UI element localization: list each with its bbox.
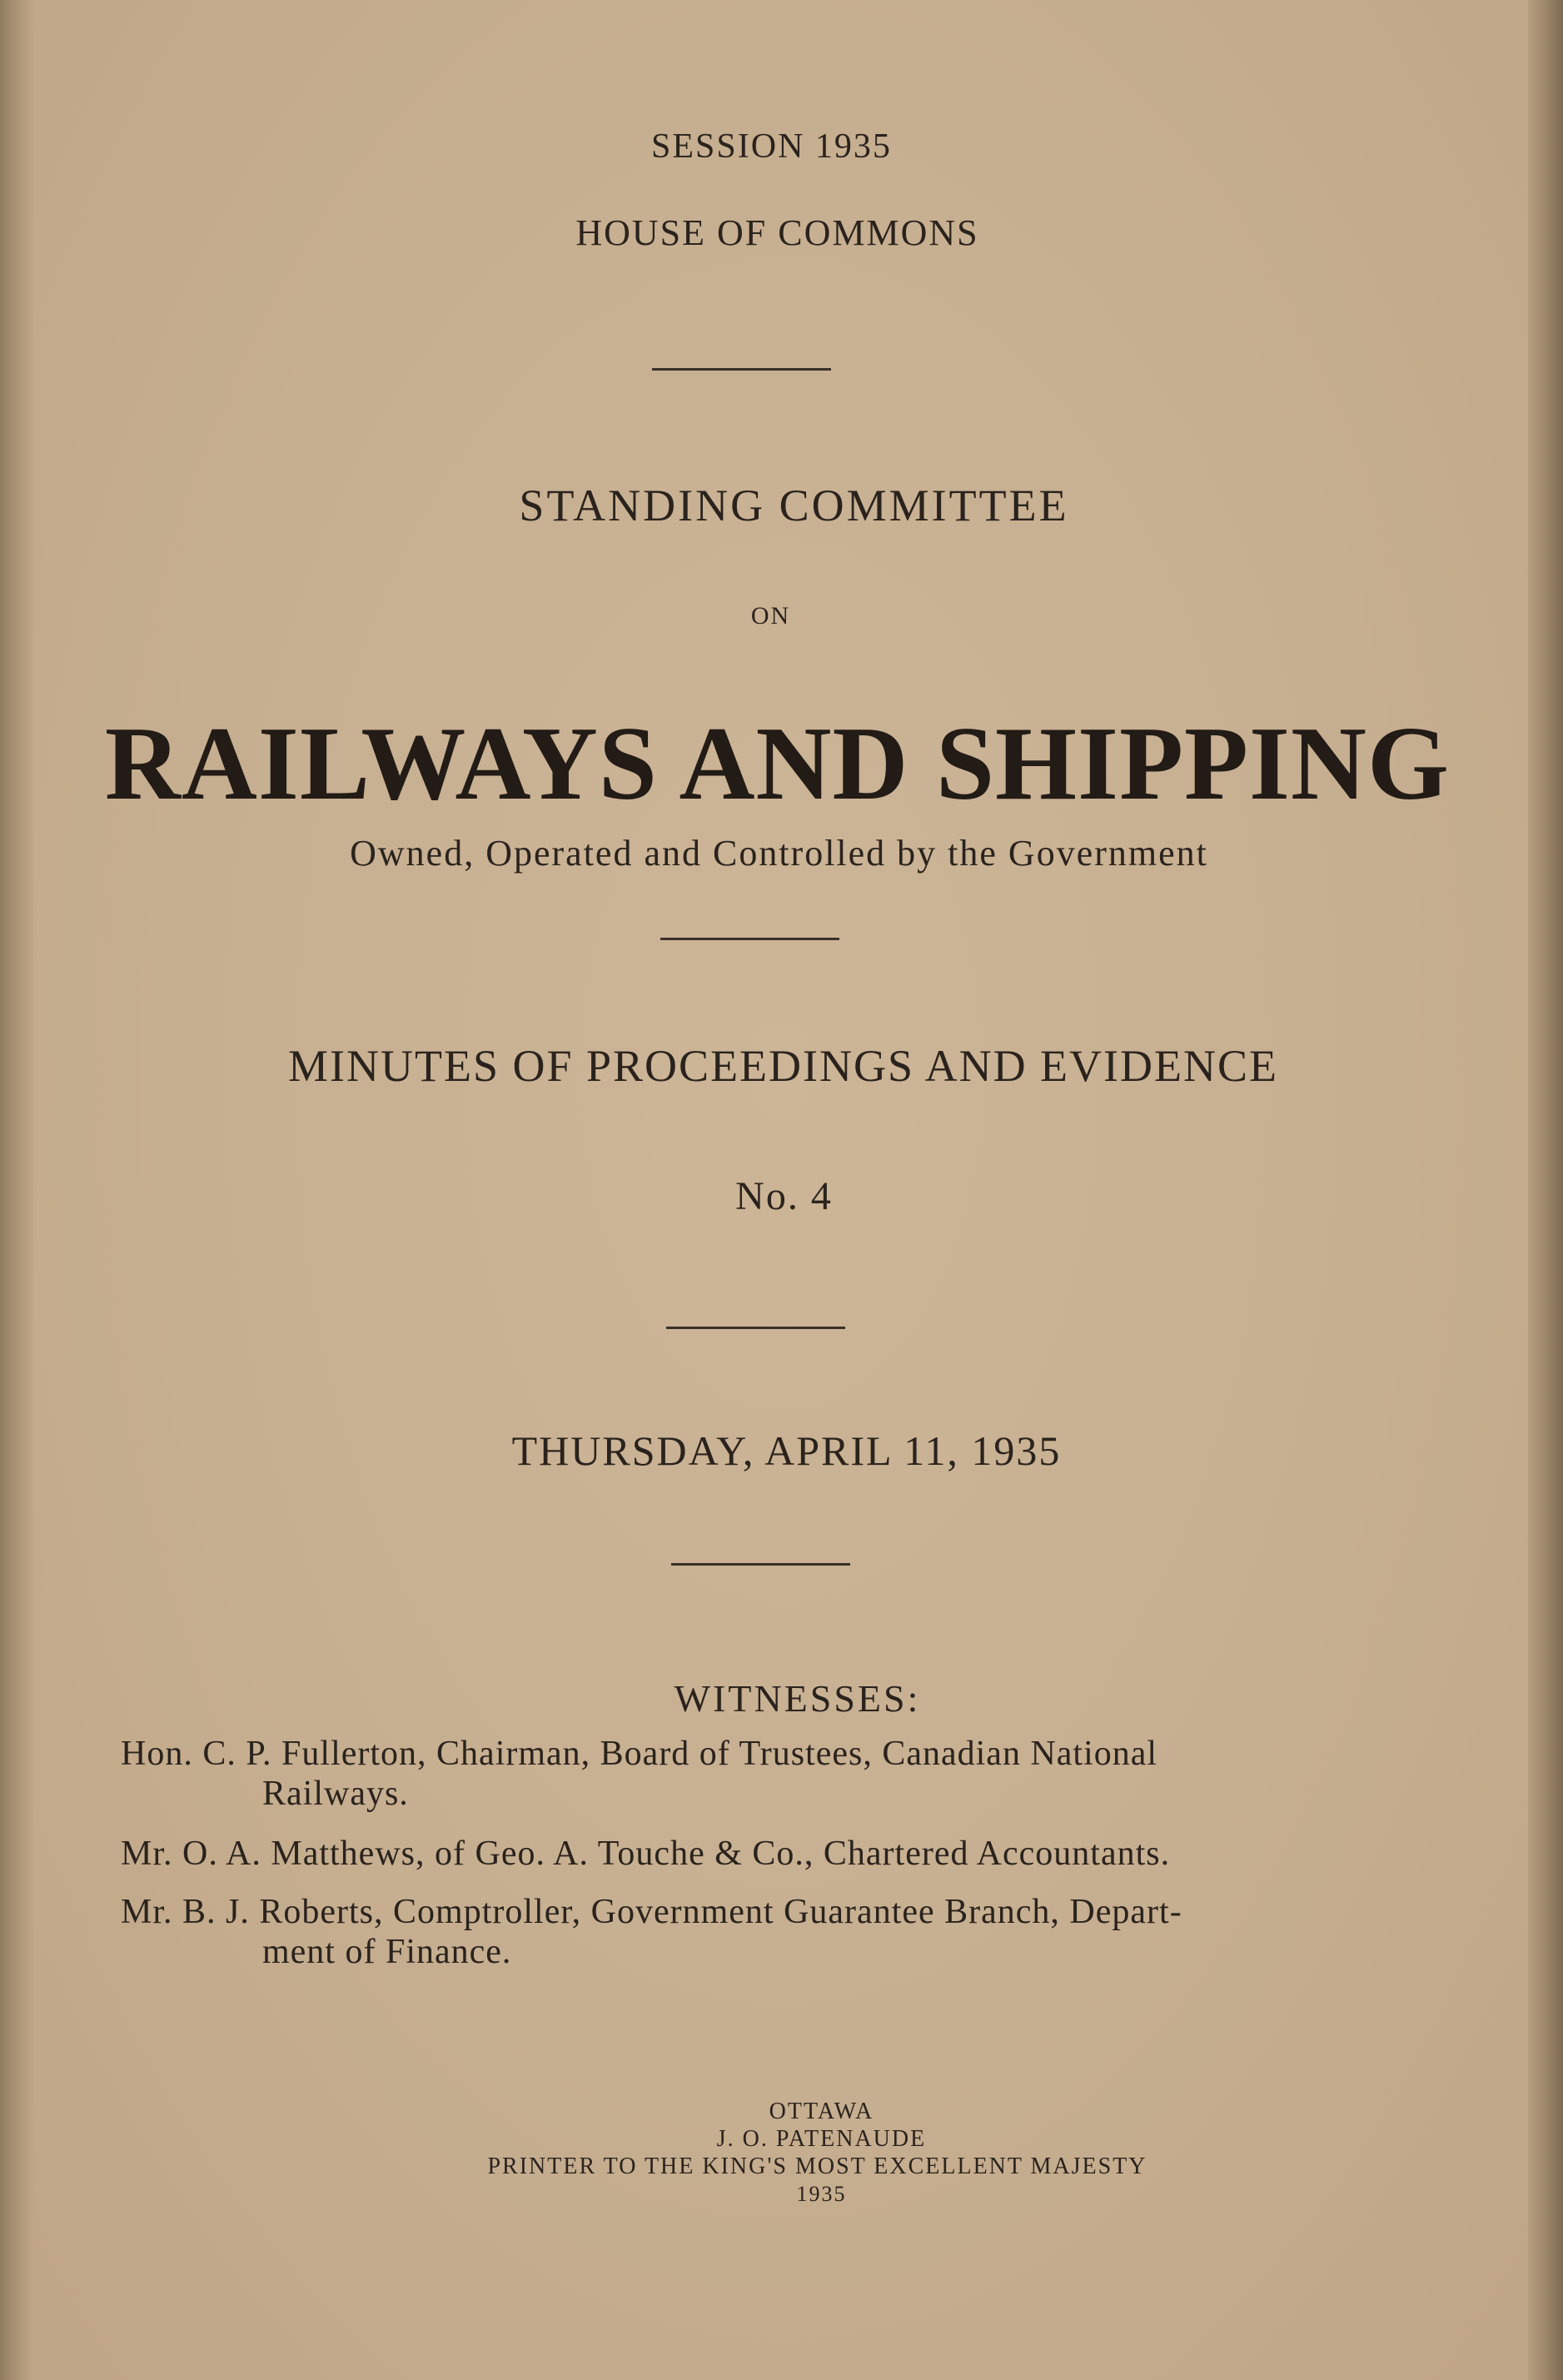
divider-rule [671, 1563, 850, 1566]
on-line: ON [750, 602, 791, 630]
session-line: SESSION 1935 [651, 127, 892, 166]
imprint-city: OTTAWA [769, 2099, 874, 2124]
house-line: HOUSE OF COMMONS [575, 212, 979, 253]
imprint-printer: J. O. PATENAUDE [716, 2126, 927, 2152]
committee-line: STANDING COMMITTEE [519, 480, 1069, 530]
imprint-year: 1935 [796, 2182, 847, 2206]
witness-line: Hon. C. P. Fullerton, Chairman, Board of Trustees, Canadian National [121, 1735, 1158, 1773]
witness-line-continued: ment of Finance. [262, 1933, 512, 1971]
meeting-date: THURSDAY, APRIL 11, 1935 [511, 1427, 1062, 1474]
imprint-printer-title: PRINTER TO THE KING'S MOST EXCELLENT MAJESTY [487, 2153, 1147, 2179]
witness-entry [121, 1834, 1420, 1874]
page-subtitle: Owned, Operated and Controlled by the Government [350, 833, 1208, 874]
witness-line: Mr. O. A. Matthews, of Geo. A. Touche & Co., Chartered Accountants. [121, 1835, 1171, 1873]
witness-line: Mr. B. J. Roberts, Comptroller, Government Guarantee Branch, Depart- [121, 1893, 1182, 1931]
witness-line-continued: Railways. [262, 1775, 409, 1813]
witnesses-heading: WITNESSES: [674, 1677, 921, 1720]
divider-rule [660, 938, 839, 940]
witness-entry [121, 1734, 1420, 1814]
page-title: RAILWAYS AND SHIPPING [104, 706, 1451, 822]
minutes-heading: MINUTES OF PROCEEDINGS AND EVIDENCE [287, 1041, 1279, 1091]
witness-entry [121, 1892, 1420, 1972]
divider-rule [652, 368, 831, 371]
issue-number: No. 4 [735, 1174, 833, 1218]
divider-rule [666, 1327, 845, 1329]
